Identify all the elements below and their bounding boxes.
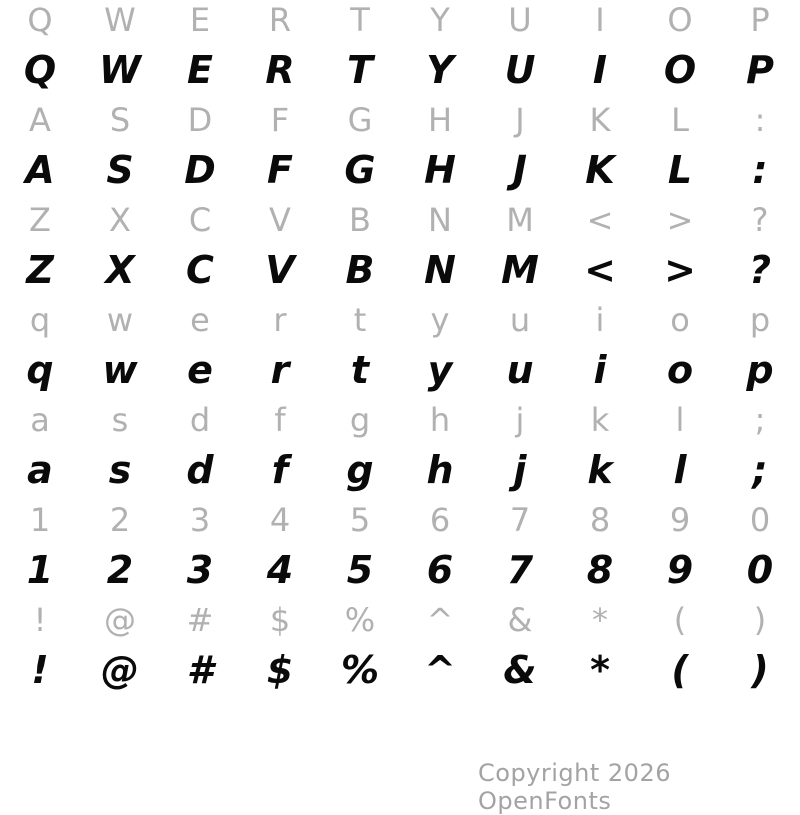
glyph-cell: : xyxy=(754,101,766,139)
glyph-cell: ; xyxy=(754,401,766,439)
glyph-cell: # xyxy=(186,601,214,639)
glyph-cell: E xyxy=(187,48,213,92)
glyph-cell: $ xyxy=(269,601,291,639)
glyph-row-muted xyxy=(0,0,800,40)
glyph-cell: t xyxy=(353,301,367,339)
glyph-row-bold xyxy=(0,340,800,400)
glyph-cell: H xyxy=(424,148,456,192)
glyph-cell: & xyxy=(503,648,537,692)
glyph-cell: X xyxy=(109,201,131,239)
glyph-cell: 0 xyxy=(746,548,774,592)
glyph-row-muted xyxy=(0,600,800,640)
glyph-cell: X xyxy=(105,248,135,292)
glyph-cell: % xyxy=(344,601,376,639)
glyph-cell: 1 xyxy=(29,501,51,539)
glyph-row-bold xyxy=(0,140,800,200)
glyph-cell: A xyxy=(29,101,51,139)
glyph-cell: B xyxy=(349,201,371,239)
glyph-row-bold xyxy=(0,240,800,300)
glyph-cell: V xyxy=(265,248,295,292)
glyph-cell: ^ xyxy=(426,601,454,639)
glyph-cell: r xyxy=(273,301,287,339)
glyph-cell: 0 xyxy=(749,501,771,539)
glyph-cell: P xyxy=(746,48,774,92)
copyright-watermark: Copyright 2026 OpenFonts xyxy=(478,759,671,815)
glyph-cell: s xyxy=(108,448,132,492)
glyph-cell: Y xyxy=(426,48,454,92)
glyph-cell: ! xyxy=(33,601,47,639)
glyph-cell: 2 xyxy=(106,548,134,592)
glyph-cell: e xyxy=(190,301,210,339)
glyph-cell: r xyxy=(270,348,290,392)
glyph-cell: ; xyxy=(752,448,768,492)
glyph-cell: 7 xyxy=(506,548,534,592)
glyph-cell: * xyxy=(590,648,610,692)
glyph-cell: o xyxy=(666,348,694,392)
glyph-cell: @ xyxy=(104,601,136,639)
glyph-row-bold xyxy=(0,540,800,600)
glyph-cell: M xyxy=(501,248,539,292)
glyph-cell: p xyxy=(749,301,771,339)
glyph-cell: a xyxy=(27,448,53,492)
glyph-cell: y xyxy=(427,348,453,392)
glyph-cell: 7 xyxy=(509,501,531,539)
glyph-cell: K xyxy=(589,101,611,139)
glyph-cell: < xyxy=(586,201,614,239)
glyph-cell: 5 xyxy=(349,501,371,539)
glyph-cell: q xyxy=(26,348,54,392)
glyph-cell: M xyxy=(506,201,534,239)
glyph-cell: ^ xyxy=(424,648,456,692)
glyph-cell: f xyxy=(271,448,289,492)
glyph-cell: I xyxy=(595,1,605,39)
glyph-cell: & xyxy=(507,601,533,639)
glyph-cell: t xyxy=(350,348,370,392)
glyph-cell: N xyxy=(428,201,452,239)
glyph-cell: j xyxy=(515,401,525,439)
glyph-cell: d xyxy=(186,448,214,492)
glyph-cell: w xyxy=(102,348,138,392)
glyph-row-bold xyxy=(0,640,800,700)
glyph-cell: O xyxy=(667,1,693,39)
glyph-cell: J xyxy=(512,148,528,192)
glyph-cell: I xyxy=(592,48,608,92)
glyph-cell: Z xyxy=(26,248,54,292)
glyph-cell: V xyxy=(269,201,291,239)
glyph-cell: J xyxy=(515,101,525,139)
glyph-cell: h xyxy=(429,401,451,439)
glyph-cell: K xyxy=(585,148,615,192)
glyph-cell: Z xyxy=(29,201,51,239)
glyph-cell: k xyxy=(587,448,613,492)
glyph-cell: i xyxy=(595,301,605,339)
glyph-cell: 2 xyxy=(109,501,131,539)
glyph-row-bold xyxy=(0,40,800,100)
glyph-cell: > xyxy=(666,201,694,239)
glyph-cell: 4 xyxy=(269,501,291,539)
glyph-cell: 3 xyxy=(189,501,211,539)
glyph-cell: W xyxy=(104,1,136,39)
glyph-cell: k xyxy=(590,401,610,439)
glyph-cell: 5 xyxy=(346,548,374,592)
glyph-cell: % xyxy=(340,648,380,692)
glyph-cell: $ xyxy=(266,648,294,692)
glyph-cell: ) xyxy=(751,648,769,692)
glyph-cell: G xyxy=(344,148,376,192)
glyph-cell: s xyxy=(111,401,129,439)
glyph-cell: L xyxy=(671,101,689,139)
glyph-cell: 1 xyxy=(26,548,54,592)
glyph-cell: l xyxy=(675,401,685,439)
glyph-cell: U xyxy=(504,48,536,92)
glyph-cell: W xyxy=(99,48,141,92)
glyph-cell: U xyxy=(508,1,532,39)
glyph-cell: ) xyxy=(753,601,767,639)
glyph-cell: L xyxy=(667,148,693,192)
glyph-cell: * xyxy=(592,601,608,639)
glyph-row-muted xyxy=(0,400,800,440)
glyph-cell: f xyxy=(274,401,286,439)
glyph-cell: E xyxy=(189,1,211,39)
glyph-cell: ( xyxy=(673,601,687,639)
glyph-cell: R xyxy=(265,48,295,92)
glyph-cell: e xyxy=(187,348,213,392)
glyph-cell: a xyxy=(30,401,50,439)
glyph-cell: T xyxy=(347,48,373,92)
glyph-cell: < xyxy=(584,248,616,292)
glyph-cell: S xyxy=(106,148,134,192)
glyph-cell: 8 xyxy=(589,501,611,539)
glyph-cell: 6 xyxy=(426,548,454,592)
glyph-cell: 4 xyxy=(266,548,294,592)
glyph-row-muted xyxy=(0,100,800,140)
glyph-cell: 6 xyxy=(429,501,451,539)
glyph-cell: 9 xyxy=(666,548,694,592)
glyph-cell: y xyxy=(430,301,450,339)
glyph-cell: N xyxy=(424,248,456,292)
glyph-row-bold xyxy=(0,440,800,500)
glyph-cell: i xyxy=(593,348,607,392)
glyph-cell: S xyxy=(109,101,131,139)
glyph-cell: R xyxy=(268,1,292,39)
glyph-cell: o xyxy=(670,301,690,339)
glyph-cell: C xyxy=(188,201,212,239)
glyph-cell: p xyxy=(746,348,774,392)
glyph-cell: ( xyxy=(671,648,689,692)
glyph-cell: w xyxy=(106,301,134,339)
glyph-cell: F xyxy=(270,101,290,139)
glyph-cell: j xyxy=(513,448,527,492)
glyph-cell: D xyxy=(184,148,216,192)
glyph-cell: l xyxy=(673,448,687,492)
glyph-cell: # xyxy=(186,648,214,692)
glyph-cell: ? xyxy=(751,201,769,239)
glyph-cell: 9 xyxy=(669,501,691,539)
glyph-cell: g xyxy=(346,448,374,492)
glyph-cell: Q xyxy=(27,1,53,39)
glyph-cell: T xyxy=(350,1,370,39)
glyph-cell: F xyxy=(267,148,293,192)
glyph-cell: ? xyxy=(748,248,772,292)
glyph-cell: d xyxy=(189,401,211,439)
glyph-cell: u xyxy=(509,301,531,339)
glyph-cell: H xyxy=(427,101,453,139)
glyph-cell: 8 xyxy=(586,548,614,592)
glyph-cell: 3 xyxy=(186,548,214,592)
glyph-cell: Q xyxy=(23,48,57,92)
glyph-cell: C xyxy=(186,248,214,292)
glyph-cell: q xyxy=(29,301,51,339)
glyph-cell: P xyxy=(750,1,770,39)
glyph-cell: Y xyxy=(430,1,450,39)
glyph-cell: g xyxy=(349,401,371,439)
glyph-cell: D xyxy=(187,101,213,139)
glyph-row-muted xyxy=(0,300,800,340)
glyph-cell: : xyxy=(752,148,768,192)
glyph-cell: O xyxy=(663,48,697,92)
glyph-cell: > xyxy=(664,248,696,292)
glyph-cell: G xyxy=(347,101,373,139)
glyph-cell: A xyxy=(25,148,55,192)
glyph-row-muted xyxy=(0,200,800,240)
glyph-cell: h xyxy=(426,448,454,492)
glyph-cell: u xyxy=(506,348,534,392)
glyph-cell: ! xyxy=(31,648,49,692)
glyph-cell: @ xyxy=(101,648,139,692)
glyph-cell: B xyxy=(345,248,375,292)
glyph-row-muted xyxy=(0,500,800,540)
